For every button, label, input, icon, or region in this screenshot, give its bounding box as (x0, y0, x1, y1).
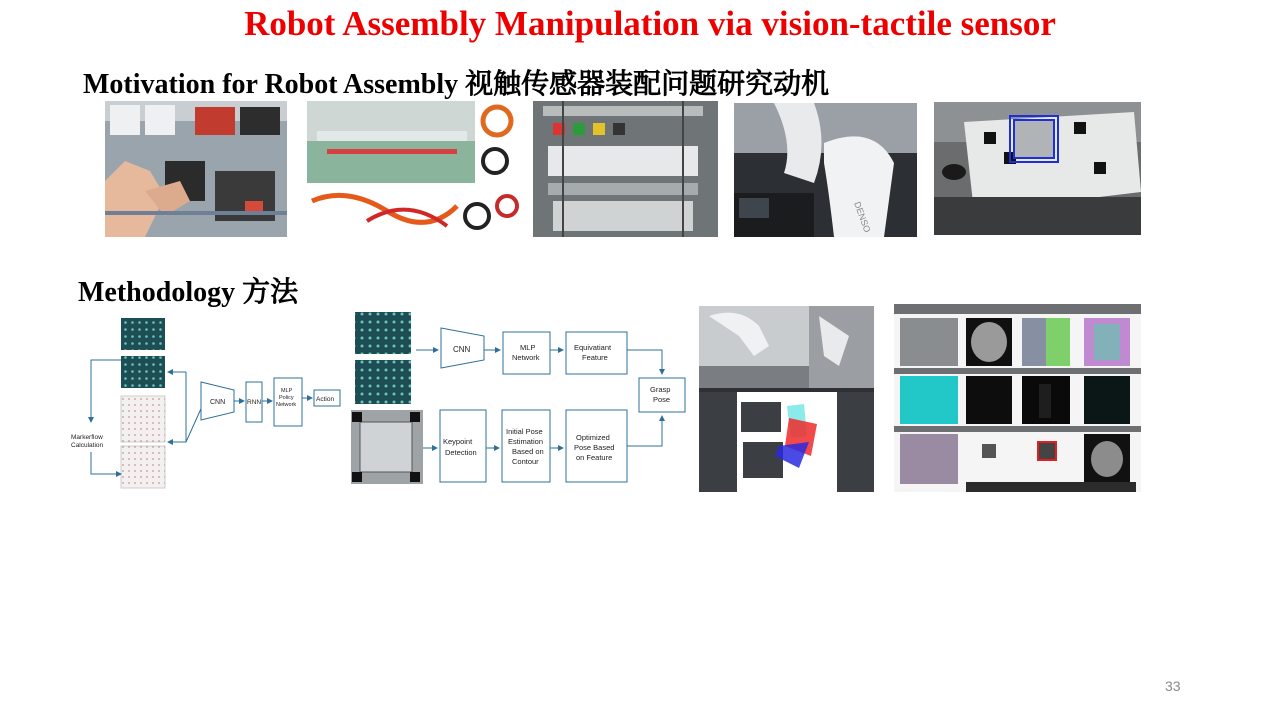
grasp-pose-pipeline-diagram (350, 310, 688, 488)
mlp-label-3: Network (276, 402, 297, 408)
rnn-label: RNN (247, 399, 262, 406)
mlp-label-2: Policy (279, 395, 294, 401)
cnn-label: CNN (210, 399, 226, 406)
tactile-policy-diagram (66, 312, 348, 494)
methodology-heading: Methodology 方法 (78, 277, 299, 308)
opt-label-1: Optimized (576, 433, 610, 442)
opt-label-3: on Feature (576, 453, 613, 462)
grasp-label-1: Grasp (650, 385, 671, 394)
equi-label-2: Feature (582, 353, 608, 362)
cable-harness-assembly-line-photo (307, 101, 519, 237)
hands-wiring-contactor-photo (105, 101, 287, 237)
opt-label-2: Pose Based (574, 443, 615, 452)
action-label: Action (316, 396, 335, 403)
markerflow-label-1: Markerflow (71, 434, 103, 441)
kp-label-1: Keypoint (443, 437, 473, 446)
mlp-net-label-1: MLP (520, 343, 536, 352)
init-label-4: Contour (512, 457, 539, 466)
cnn-label-2: CNN (453, 345, 471, 354)
aruco-marker-pose-detection-photo (934, 102, 1141, 235)
motivation-heading: Motivation for Robot Assembly 视触传感器装配问题研究动机 (83, 69, 830, 100)
mlp-label-1: MLP (281, 388, 293, 394)
page-number: 33 (1165, 678, 1181, 694)
init-label-2: Estimation (508, 437, 544, 446)
electrical-cabinet-photo (533, 101, 718, 237)
markerflow-label-2: Calculation (71, 442, 104, 449)
keypoint-detection-block (440, 410, 486, 482)
svg-text:DENSO: DENSO (852, 200, 873, 234)
equi-label-1: Equivatiant (574, 343, 612, 352)
denso-robot-arm-photo (734, 103, 917, 237)
mlp-net-label-2: Network (512, 353, 540, 362)
init-label-3: Based on (512, 447, 544, 456)
feature-maps-grid-screenshot (894, 304, 1141, 492)
slide-title: Robot Assembly Manipulation via vision-tactile sensor (244, 4, 1056, 43)
initial-pose-block (502, 410, 550, 482)
grasp-label-2: Pose (653, 395, 671, 404)
robot-grasp-visualization-screenshot (699, 306, 874, 492)
kp-label-2: Detection (445, 448, 477, 457)
init-label-1: Initial Pose (506, 427, 543, 436)
